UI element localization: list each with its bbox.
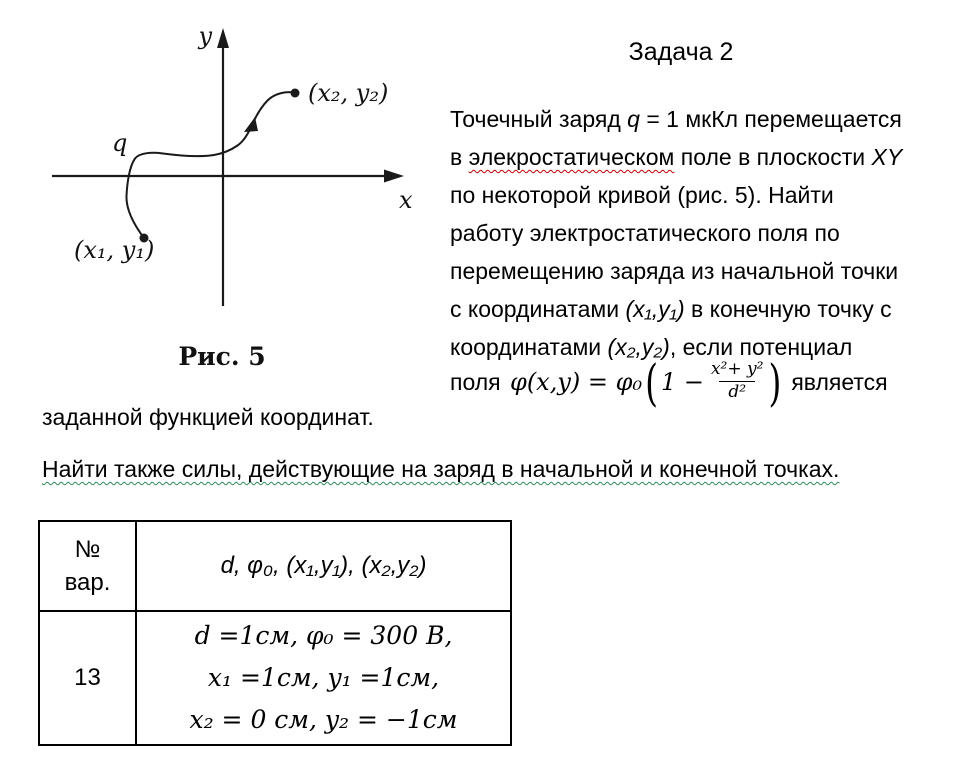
text-segment: , если потенциал (669, 334, 853, 360)
problem-text-line-1 (450, 100, 902, 138)
table-header-variant-cell (40, 522, 137, 612)
fraction-denominator: d² (719, 381, 755, 403)
problem-text-line-10 (42, 456, 839, 483)
xy-plane-symbol: XY (871, 144, 903, 170)
charge-symbol: q (627, 106, 640, 132)
text-segment: Точечный заряд (450, 106, 628, 132)
end-point-label: (x₂, y₂) (308, 79, 389, 107)
parameter-line: d =1см, φ₀ = 300 В, (194, 621, 453, 650)
variant-table (38, 520, 512, 746)
variant-number-sign: № (74, 536, 101, 563)
text-segment: координатами (450, 334, 608, 360)
text-segment: поля (450, 368, 508, 395)
problem-text-line-5: перемещению заряда из начальной точки (450, 258, 899, 284)
problem-text-line-3: по некоторой кривой (рис. 5). Найти (450, 182, 834, 208)
text-segment: с координатами (450, 296, 626, 322)
trajectory-curve (126, 92, 295, 238)
y-axis-label: y (198, 22, 212, 50)
y-axis-arrowhead-icon (217, 28, 229, 48)
table-parameters-value-cell (137, 612, 510, 744)
table-header-parameters-cell: d, φ₀, (x₁,y₁), (x₂,y₂) (137, 522, 510, 612)
end-coordinates-symbol: (x₂,y₂) (607, 334, 670, 360)
problem-title: Задача 2 (628, 38, 734, 66)
problem-text-line-4: работу электростатического поля по (450, 220, 840, 246)
variant-abbrev: вар. (64, 569, 111, 596)
formula-fraction (711, 359, 763, 403)
start-point-label: (x₁, y₁) (74, 236, 155, 264)
text-segment: поле в плоскости (674, 144, 872, 170)
right-paren: ) (768, 352, 782, 412)
problem-text-line-2 (450, 138, 902, 176)
x-axis-label: x (399, 186, 413, 214)
parameter-line: x₂ = 0 см, y₂ = −1см (189, 705, 458, 734)
problem-text-line-9: заданной функцией координат. (42, 404, 374, 430)
figure-caption: Рис. 5 (178, 342, 266, 371)
start-coordinates-symbol: (x₁,y₁) (625, 296, 685, 322)
parameter-line: x₁ =1см, y₁ =1см, (207, 663, 440, 692)
text-segment: в (450, 144, 469, 170)
figure-5-canvas (30, 8, 440, 378)
potential-function-symbol: φ(x,y) = φ₀ (510, 368, 643, 396)
text-segment: = 1 мкКл перемещается (639, 106, 902, 132)
end-point-dot (291, 89, 300, 98)
direction-arrowhead-icon (244, 117, 258, 132)
left-paren: ( (645, 352, 658, 412)
x-axis-arrowhead-icon (384, 170, 404, 183)
misspelled-word: элекростатическом (468, 144, 675, 170)
text-segment: является (791, 368, 888, 395)
charge-label: q (112, 129, 128, 157)
problem-text-line-6 (450, 290, 892, 328)
figure-5 (30, 8, 440, 378)
table-variant-value-cell: 13 (40, 612, 137, 744)
potential-formula-line (450, 354, 888, 410)
text-segment: в конечную точку с (684, 296, 892, 322)
fraction-numerator: x²+ y² (710, 359, 764, 380)
formula-inner-term: 1 − (660, 368, 704, 396)
grammar-flagged-sentence: Найти также силы, действующие на заряд в начальной и конечной точках. (42, 456, 840, 482)
